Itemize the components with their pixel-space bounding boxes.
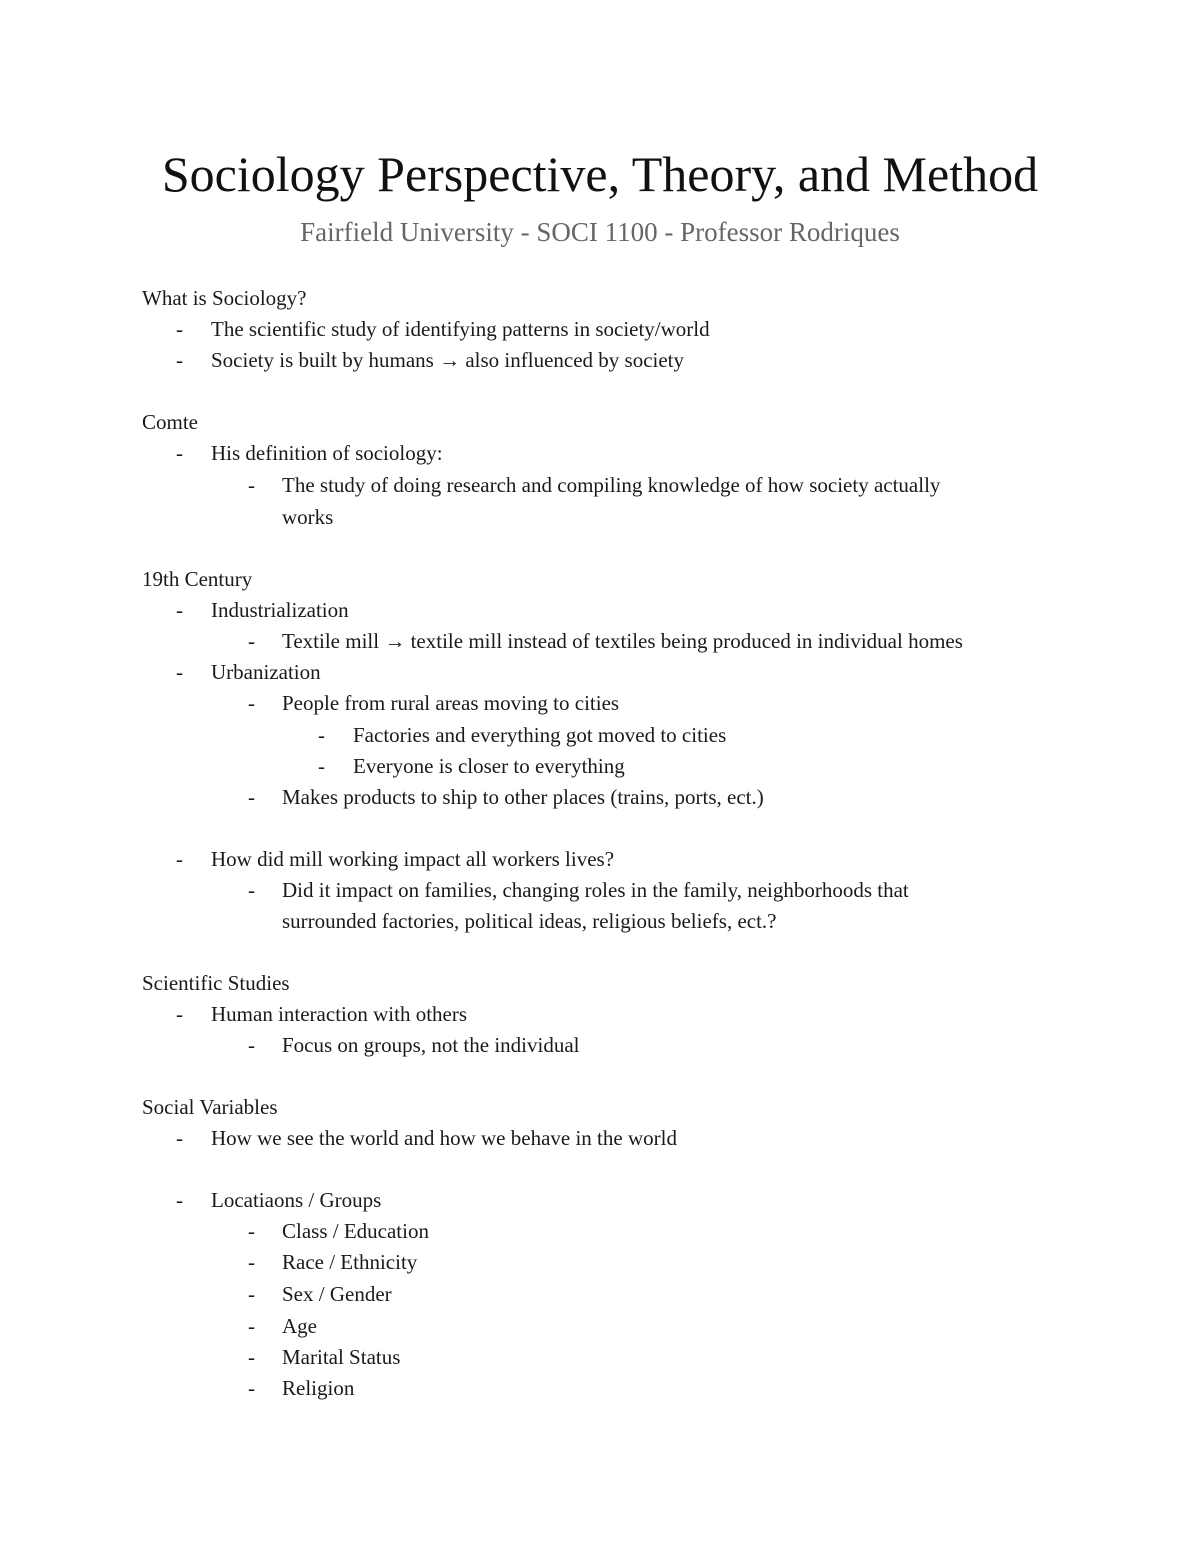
list-bullet: - (176, 441, 183, 465)
section-heading: What is Sociology? (142, 286, 307, 310)
list-bullet: - (248, 1345, 255, 1369)
list-item: Society is built by humans → also influenced by society (211, 348, 685, 372)
list-item: Did it impact on families, changing roles in the family, neighborhoods that (282, 878, 909, 902)
list-bullet: - (248, 1282, 255, 1306)
section-heading: 19th Century (142, 567, 253, 591)
list-bullet: - (176, 598, 183, 622)
list-bullet: - (248, 1219, 255, 1243)
page-subtitle: Fairfield University - SOCI 1100 - Professor Rodriques (300, 217, 900, 247)
list-bullet: - (248, 629, 255, 653)
list-item-continuation: surrounded factories, political ideas, religious beliefs, ect.? (282, 909, 777, 933)
list-bullet: - (176, 1126, 183, 1150)
list-bullet: - (248, 1314, 255, 1338)
list-item: Human interaction with others (211, 1002, 468, 1026)
list-item: People from rural areas moving to cities (282, 691, 620, 715)
list-item: Class / Education (282, 1219, 429, 1243)
list-item: Everyone is closer to everything (353, 754, 625, 778)
list-bullet: - (176, 847, 183, 871)
list-bullet: - (248, 878, 255, 902)
list-bullet: - (176, 660, 183, 684)
list-bullet: - (248, 785, 255, 809)
list-item: Textile mill → textile mill instead of textiles being produced in individual homes (282, 629, 963, 653)
list-bullet: - (176, 317, 183, 341)
list-item-continuation: works (282, 505, 334, 529)
list-bullet: - (176, 348, 183, 372)
list-bullet: - (318, 754, 325, 778)
list-bullet: - (248, 473, 255, 497)
list-item: Marital Status (282, 1345, 401, 1369)
list-bullet: - (248, 691, 255, 715)
list-item: Urbanization (211, 660, 321, 684)
list-item: How we see the world and how we behave in the world (211, 1126, 677, 1150)
list-bullet: - (248, 1033, 255, 1057)
list-item: Age (282, 1314, 317, 1338)
list-bullet: - (318, 723, 325, 747)
list-item: How did mill working impact all workers lives? (211, 847, 615, 871)
list-item: Sex / Gender (282, 1282, 392, 1306)
list-item: Makes products to ship to other places (trains, ports, ect.) (282, 785, 764, 809)
list-item: The study of doing research and compiling knowledge of how society actually (282, 473, 941, 497)
list-bullet: - (176, 1002, 183, 1026)
list-bullet: - (248, 1376, 255, 1400)
list-item: His definition of sociology: (211, 441, 443, 465)
list-item: Religion (282, 1376, 355, 1400)
list-bullet: - (176, 1188, 183, 1212)
section-heading: Comte (142, 410, 198, 434)
list-item: Race / Ethnicity (282, 1250, 418, 1274)
list-item: The scientific study of identifying patterns in society/world (211, 317, 710, 341)
section-heading: Social Variables (142, 1095, 278, 1119)
list-item: Locatiaons / Groups (211, 1188, 382, 1212)
list-bullet: - (248, 1250, 255, 1274)
list-item: Focus on groups, not the individual (282, 1033, 580, 1057)
list-item: Industrialization (211, 598, 349, 622)
page-title: Sociology Perspective, Theory, and Method (161, 146, 1039, 202)
section-heading: Scientific Studies (142, 971, 290, 995)
list-item: Factories and everything got moved to cities (353, 723, 727, 747)
